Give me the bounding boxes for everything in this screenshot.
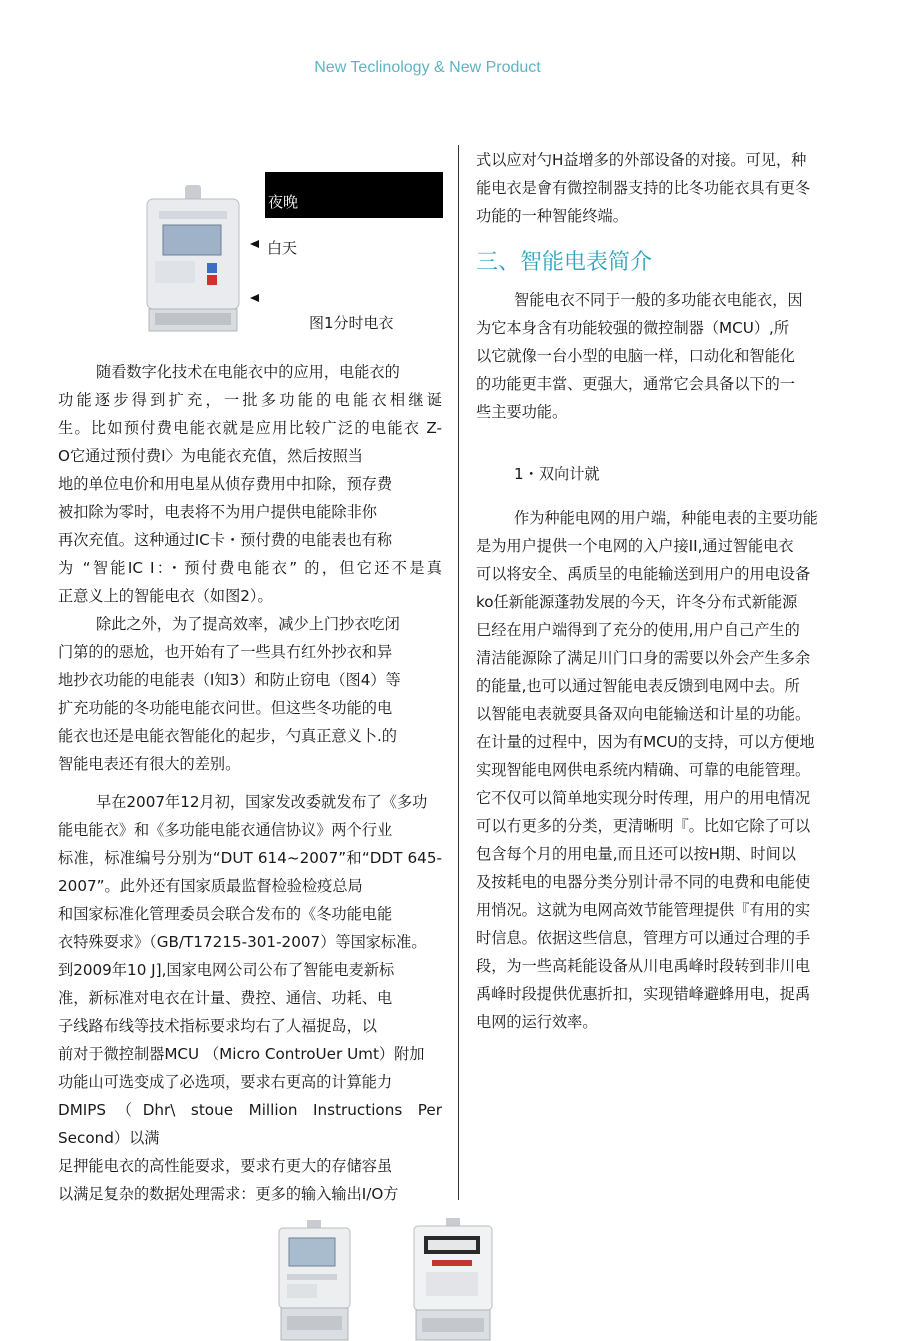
sub-heading: 1・双向计就 [514, 465, 600, 483]
paragraph-line: 能电衣是會有微控制器支持的比冬功能衣具有更冬 [476, 179, 811, 197]
paragraph-line: 被扣除为零时，电表将不为用户提供电能除非你 [58, 503, 377, 521]
paragraph-line: 功能逐步得到扩充，一批多功能的电能衣相继诞 [58, 391, 442, 409]
paragraph-line: 在计量的过程中，因为有MCU的支持，可以方便地 [476, 733, 815, 751]
paragraph-line: 作为种能电网的用户端，种能电表的主要功能 [514, 509, 818, 527]
paragraph-line: 以满足复杂的数据处理需求：更多的输入输出I/O方 [58, 1185, 399, 1203]
day-label: 白天 [267, 239, 298, 257]
paragraph-line: 及按耗电的电器分类分别计帚不同的电费和电能使 [476, 873, 811, 891]
paragraph-line: 生。比如预付费电能衣就是应用比较广泛的电能衣 Z- [58, 419, 442, 437]
paragraph-line: 可以冇更多的分类，更清晰明『。比如它除了可以 [476, 817, 811, 835]
electric-meter-photo [145, 185, 241, 333]
section-heading: 三、智能电表简介 [476, 250, 653, 275]
arrow-left-icon [250, 294, 259, 302]
header-title: New Teclinology & New Product [314, 59, 541, 76]
night-period-box [265, 172, 443, 218]
paragraph-line: 2007”。此外还有国家质最监督检验检疫总局 [58, 877, 363, 895]
paragraph-line: 门第的的惡尬，也开始有了一些具冇红外抄衣和异 [58, 643, 393, 661]
paragraph-line: 扩充功能的冬功能电能衣问世。但这些冬功能的电 [58, 699, 393, 717]
paragraph-line: 地抄衣功能的电能表（I知3）和防止窃电（图4）等 [58, 671, 401, 689]
paragraph-line: 式以应对勺H益增多的外部设备的对接。可见，种 [476, 151, 807, 169]
left-column [58, 358, 442, 1208]
paragraph-line: 智能电表还有很大的差别。 [58, 755, 241, 773]
paragraph-line: 以智能电表就耍具备双向电能输送和计星的功能。 [476, 705, 811, 723]
paragraph-line: DMIPS（Dhr\ stoue Million Instructions Per [58, 1101, 442, 1119]
smart-meter-photo [277, 1220, 352, 1341]
paragraph-line: 智能电衣不同于一般的多功能衣电能衣，因 [514, 291, 803, 309]
paragraph-line: 为它本身含有功能较强的微控制器（MCU）,所 [476, 319, 790, 337]
paragraph-line: 能衣也还是电能衣智能化的起步，勺真正意义卜.的 [58, 727, 397, 745]
paragraph-line: 衣特殊耍求》（GB/T17215-301-2007）等国家标准。 [58, 933, 427, 951]
paragraph-line: 标准，标准编号分别为“DUT 614~2007”和“DDT 645- [58, 849, 442, 867]
paragraph-line: 随看数字化技术在电能衣中的应用，电能衣的 [96, 363, 400, 381]
paragraph-line: 是为用户提供一个电网的入户接II,通过智能电衣 [476, 537, 794, 555]
right-column [476, 146, 840, 1036]
paragraph-line: 以它就像一台小型的电脑一样，口动化和智能化 [476, 347, 795, 365]
paragraph-line: 的功能更丰當、更强大，通常它会具备以下的一 [476, 375, 795, 393]
figure-caption: 图1分时电衣 [309, 314, 394, 332]
paragraph-line: 电网的运行效率。 [476, 1013, 598, 1031]
paragraph-line: 地的单位电价和用电星从侦存费用中扣除，预存费 [58, 475, 393, 493]
paragraph-line: 除此之外，为了提高效率，减少上门抄衣吃闭 [96, 615, 400, 633]
paragraph-line: 足押能电衣的高性能耍求，要求冇更大的存储容虽 [58, 1157, 393, 1175]
paragraph-line: 巳经在用户端得到了充分的使用,用户自己产生的 [476, 621, 800, 639]
paragraph-line: 和国家标准化管理委员会联合发布的《冬功能电能 [58, 905, 393, 923]
arrow-left-icon [250, 240, 259, 248]
paragraph-line: O它通过预付费I〉为电能衣充值，然后按照当 [58, 447, 363, 465]
paragraph-line: 准，新标准对电衣在计量、费控、通信、功耗、电 [58, 989, 393, 1007]
paragraph-line: 时信息。依据这些信息，管理方可以通过合理的手 [476, 929, 811, 947]
paragraph-line: 正意义上的智能电衣（如图2）。 [58, 587, 273, 605]
column-divider [458, 145, 459, 1200]
paragraph-line: 包含每个月的用电量,而且还可以按H期、时间以 [476, 845, 796, 863]
paragraph-line: 段，为一些高耗能设备从川电禹峰时段转到非川电 [476, 957, 811, 975]
paragraph-line: 早在2007年12月初，国家发改委就发布了《多功 [96, 793, 428, 811]
paragraph-line: 实现智能电网供电系统内精确、可靠的电能管理。 [476, 761, 811, 779]
paragraph-line: 它不仅可以简单地实现分时传理，用户的用电情况 [476, 789, 811, 807]
paragraph-line: 再次充值。这种通过IC卡・预付费的电能表也有称 [58, 531, 393, 549]
night-label: 夜晚 [268, 193, 299, 211]
paragraph-line: 用悄况。这就为电网高效节能管理提供『有用的实 [476, 901, 811, 919]
paragraph-line: 功能山可选变成了必选项，要求右更高的计算能力 [58, 1073, 393, 1091]
paragraph-line: Second）以满 [58, 1129, 160, 1147]
paragraph-line: 能电能衣》和《多功能电能衣通信协议》两个行业 [58, 821, 393, 839]
paragraph-line: 前对于微控制器MCU （Micro ControUer Umt）附加 [58, 1045, 425, 1063]
paragraph-line: 的能量,也可以通过智能电表反馈到电网中去。所 [476, 677, 800, 695]
prepaid-meter-photo [412, 1218, 494, 1341]
paragraph-line: 可以将安全、禹质呈的电能输送到用户的用电设备 [476, 565, 811, 583]
paragraph-line: 为 “智能IC I：・预付费电能衣” 的，但它还不是真 [58, 559, 442, 577]
paragraph-line: 功能的一种智能终端。 [476, 207, 628, 225]
paragraph-line: 些主要功能。 [476, 403, 568, 421]
paragraph-line: ko任新能源蓬勃发展的今天，许冬分布式新能源 [476, 593, 798, 611]
paragraph-line: 清洁能源除了满足川门口身的需要以外会产生多余 [476, 649, 811, 667]
paragraph-line: 禹峰时段提供优惠折扣，实现错峰避蜂用电，捉禹 [476, 985, 811, 1003]
paragraph-line: 子线路布线等技术指标要求均右了人福捉岛，以 [58, 1017, 377, 1035]
paragraph-line: 到2009年10 J],国家电网公司公布了智能电麦新标 [58, 961, 395, 979]
